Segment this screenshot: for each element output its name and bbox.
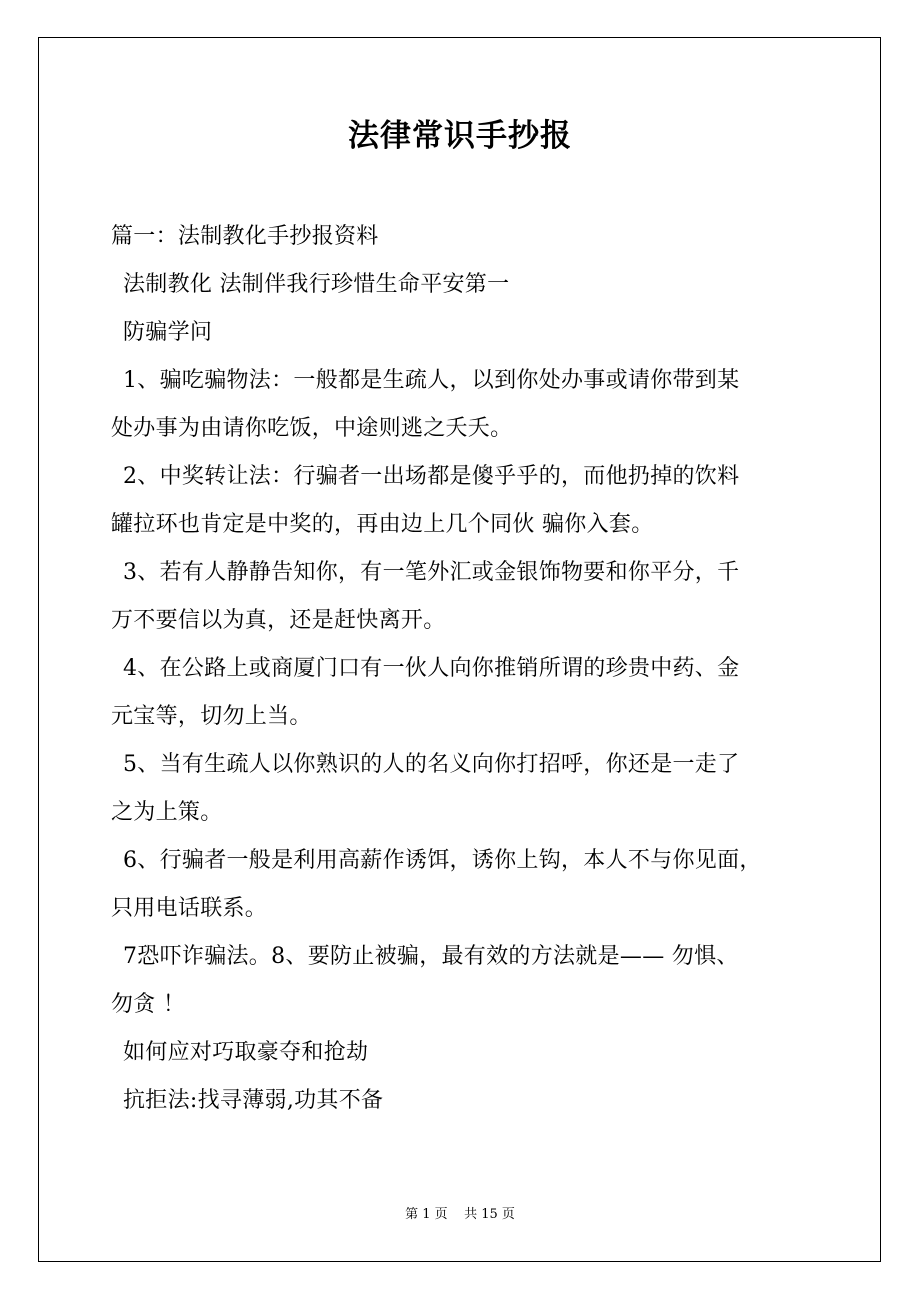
paragraph-line: 处办事为由请你吃饭，中途则逃之夭夭。 [111, 416, 513, 441]
paragraph-line: 防骗学问 [123, 320, 213, 345]
paragraph-line: 只用电话联系。 [111, 896, 268, 921]
paragraph-line: 1、骗吃骗物法：一般都是生疏人，以到你处办事或请你带到某 [123, 368, 740, 393]
paragraph-line: 7恐吓诈骗法。8、要防止被骗，最有效的方法就是—— 勿惧、 [123, 944, 739, 969]
page-footer [0, 1205, 920, 1225]
paragraph-line: 元宝等，切勿上当。 [111, 704, 312, 729]
paragraph-line: 6、行骗者一般是利用高薪作诱饵，诱你上钩，本人不与你见面， [123, 848, 762, 873]
paragraph-line: 如何应对巧取豪夺和抢劫 [123, 1040, 369, 1065]
document-body [111, 213, 823, 1125]
paragraph-line: 抗拒法:找寻薄弱,功其不备 [123, 1088, 384, 1113]
paragraph-line: 5、当有生疏人以你熟识的人的名义向你打招呼，你还是一走了 [123, 752, 740, 777]
page-title: 法律常识手抄报 [348, 118, 572, 154]
paragraph-line: 勿贪 ！ [111, 992, 186, 1017]
paragraph-line: 2、中奖转让法：行骗者一出场都是傻乎乎的，而他扔掉的饮料 [123, 464, 740, 489]
paragraph-line: 3、若有人静静告知你，有一笔外汇或金银饰物要和你平分，千 [123, 560, 740, 585]
paragraph-line: 篇一：法制教化手抄报资料 [111, 224, 379, 249]
paragraph-line: 法制教化 法制伴我行珍惜生命平安第一 [123, 272, 510, 297]
paragraph-line: 4、在公路上或商厦门口有一伙人向你推销所谓的珍贵中药、金 [123, 656, 740, 681]
paragraph-line: 罐拉环也肯定是中奖的，再由边上几个同伙 骗你入套。 [111, 512, 654, 537]
paragraph-line: 之为上策。 [111, 800, 223, 825]
page-number-label: 第 1 页 共 15 页 [405, 1207, 515, 1222]
paragraph-line: 万不要信以为真，还是赶快离开。 [111, 608, 446, 633]
